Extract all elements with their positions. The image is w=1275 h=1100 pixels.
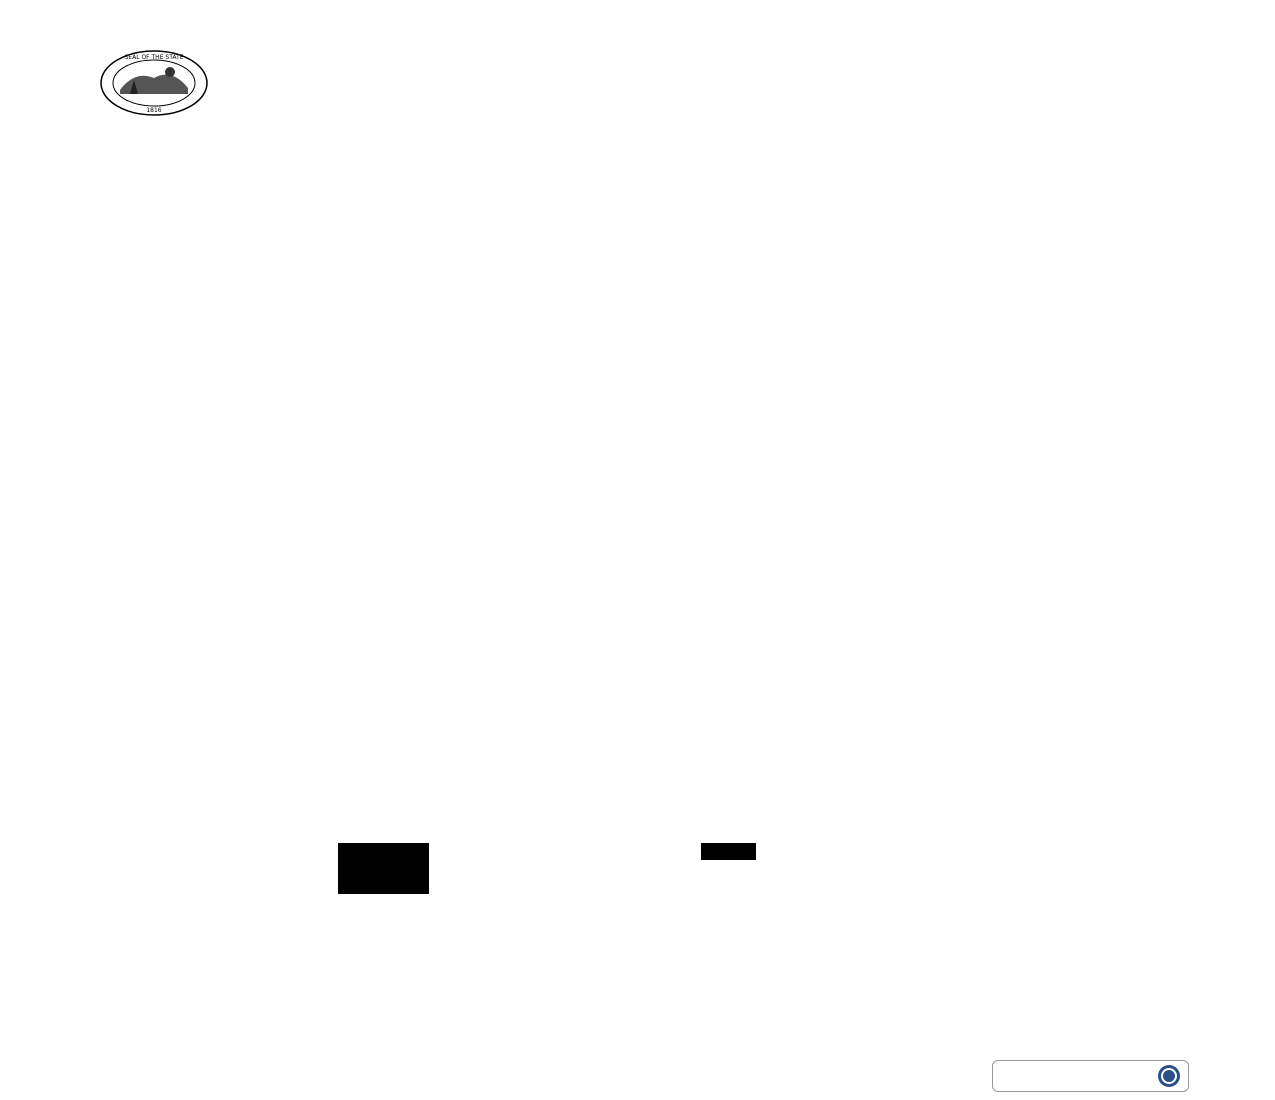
brand-badge	[992, 1060, 1189, 1092]
svg-text:SEAL OF THE STATE: SEAL OF THE STATE	[124, 54, 184, 61]
blocked-cell-ph-average	[701, 843, 756, 860]
blocked-cell-bypass-overflow	[338, 843, 429, 894]
globe-icon	[1154, 1063, 1184, 1089]
svg-text:1816: 1816	[146, 107, 162, 114]
